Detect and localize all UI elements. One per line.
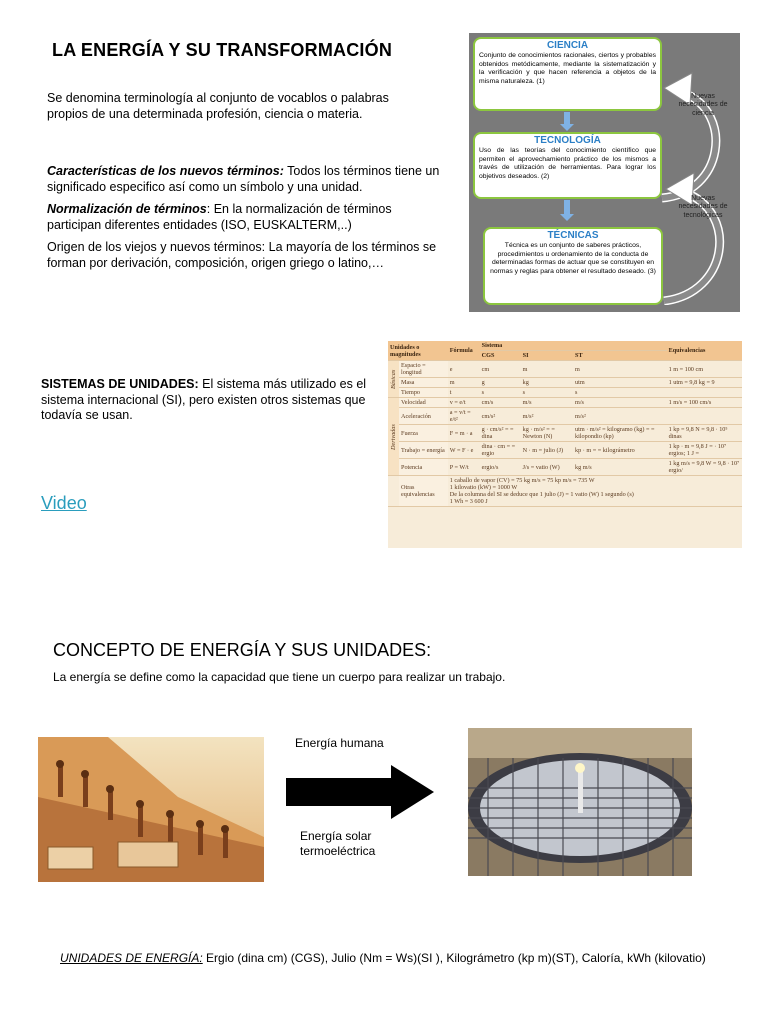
table-header: Sistema: [480, 341, 667, 351]
table-cell: kg: [521, 378, 573, 388]
table-row: [388, 361, 742, 378]
table-cell: 1 m/s = 100 cm/s: [667, 398, 742, 408]
science-technology-diagram: [469, 33, 740, 312]
table-cell: Espacio = longitud: [399, 361, 448, 378]
table-cell: 1 kg m/s = 9,8 W = 9,8 · 10⁷ ergio/: [667, 459, 742, 476]
table-cell: e: [448, 361, 480, 378]
table-cell: Potencia: [399, 459, 448, 476]
arrow-right-icon: [286, 765, 436, 819]
table-cell: m/s²: [573, 408, 667, 425]
table-cell: utm · m/s² = kilogramo (kg) = = kilopondio (kp): [573, 425, 667, 442]
table-cell: [667, 388, 742, 398]
table-cell: N · m = julio (J): [521, 442, 573, 459]
table-header-row: [388, 341, 742, 351]
origin-paragraph: Origen de los viejos y nuevos términos: La mayoría de los términos se forman por derivación, composición, origen griego o latino,…: [47, 240, 437, 270]
down-arrow-icon: [564, 200, 570, 215]
table-cell: t: [448, 388, 480, 398]
table-cell: Tiempo: [399, 388, 448, 398]
table-cell: kp · m = = kilográmetro: [573, 442, 667, 459]
diagram-box-ciencia: [473, 37, 662, 111]
table-cell: utm: [573, 378, 667, 388]
table-cell: ergio/s: [480, 459, 521, 476]
table-cell: v = e/t: [448, 398, 480, 408]
table-cell: m: [521, 361, 573, 378]
table-row: [388, 388, 742, 398]
table-row: [388, 442, 742, 459]
normalization-text: : En la normalización de términos participan diferentes entidades (ISO, EUSKALTERM,..): [47, 202, 392, 232]
table-cell: m/s²: [521, 408, 573, 425]
table-cell: 1 m = 100 cm: [667, 361, 742, 378]
table-cell: s: [573, 388, 667, 398]
table-subheader: SI: [521, 351, 573, 361]
table-cell: s: [521, 388, 573, 398]
table-group-label: Derivadas: [388, 398, 399, 476]
to-label: Energía solar termoeléctrica: [300, 829, 376, 858]
table-cell: m: [573, 361, 667, 378]
table-row: [388, 408, 742, 425]
table-cell: Fuerza: [399, 425, 448, 442]
table-cell: kg · m/s² = = Newton (N): [521, 425, 573, 442]
diagram-box-tecnologia: [473, 132, 662, 199]
table-cell: s: [480, 388, 521, 398]
table-cell: Trabajo = energía: [399, 442, 448, 459]
section-title: CONCEPTO DE ENERGÍA Y SUS UNIDADES:: [53, 640, 432, 660]
diagram-box-text: Conjunto de conocimientos racionales, ciertos y probables obtenidos metódicamente, mediante la sistematización y la verificación y que hacen referencia a objetos de la misma naturaleza. (1): [479, 52, 656, 85]
page-title: LA ENERGÍA Y SU TRANSFORMACIÓN: [52, 40, 393, 60]
units-table: [388, 341, 742, 548]
characteristics-text: Todos los términos tiene un significado especifico así como un símbolo y una unidad.: [47, 164, 440, 194]
concept-paragraph: La energía se define como la capacidad que tiene un cuerpo para realizar un trabajo.: [53, 670, 506, 684]
table-row: [388, 459, 742, 476]
diagram-side-label: Nuevas necesidades de ciencia: [678, 93, 728, 117]
table-row: [388, 398, 742, 408]
units-label: SISTEMAS DE UNIDADES:: [41, 377, 199, 391]
table-group-label: Básicas: [388, 361, 399, 398]
table-header: Fórmula: [448, 341, 480, 361]
feedback-arrows-icon: [654, 43, 740, 305]
table-cell: cm/s: [480, 398, 521, 408]
table-cell: [667, 408, 742, 425]
from-label: Energía humana: [295, 736, 384, 750]
table-header: Unidades o magnitudes: [388, 341, 448, 361]
table-cell: 1 utm = 9,8 kg = 9: [667, 378, 742, 388]
equivalence-line: 1 caballo de vapor (CV) = 75 kg m/s = 75 kp m/s = 735 W: [449, 477, 595, 484]
table-cell: Otras equivalencias: [399, 476, 448, 507]
table-header: Equivalencias: [667, 341, 742, 361]
diagram-side-label: Nuevas necesidades de tecnológicas: [678, 195, 728, 219]
diagram-box-text: Técnica es un conjunto de saberes prácticos, procedimientos u ordenamiento de la conducta de determinadas formas de actuar que se constituyen en normas y reglas para obtener el resultado deseado. (3): [490, 242, 656, 275]
table-cell: J/s = vatio (W): [521, 459, 573, 476]
table-cell: a = v/t = e/t²: [448, 408, 480, 425]
intro-paragraph: Se denomina terminología al conjunto de vocablos o palabras propios de una determinada profesión, ciencia o materia.: [47, 91, 389, 121]
table-cell: cm/s²: [480, 408, 521, 425]
table-cell: g · cm/s² = = dina: [480, 425, 521, 442]
solar-plant-image: [468, 728, 692, 876]
diagram-box-title: TÉCNICAS: [547, 230, 599, 241]
equivalence-line: 1 kilovatio (kW) = 1000 W: [449, 484, 518, 491]
diagram-box-title: CIENCIA: [546, 40, 589, 51]
table-subheader: ST: [573, 351, 667, 361]
units-text: El sistema más utilizado es el sistema internacional (SI), pero existen otros sistemas que todavía se usan.: [41, 377, 367, 422]
energy-units-paragraph: [60, 951, 710, 966]
diagram-box-title: TECNOLOGÍA: [534, 135, 601, 146]
characteristics-paragraph: [47, 164, 442, 195]
normalization-label: Normalización de términos: [47, 202, 207, 216]
table-cell: [448, 476, 742, 507]
table-cell: m/s: [573, 398, 667, 408]
normalization-paragraph: [47, 202, 427, 233]
table-cell: cm: [480, 361, 521, 378]
table-cell: W = F · e: [448, 442, 480, 459]
table-cell: m: [448, 378, 480, 388]
energy-units-label: UNIDADES DE ENERGÍA:: [60, 951, 203, 965]
table-cell: kg m/s: [573, 459, 667, 476]
table-cell: dina · cm = = ergio: [480, 442, 521, 459]
table-row: [388, 476, 742, 507]
table-cell: 1 kp · m = 9,8 J = · 10⁷ ergios; 1 J =: [667, 442, 742, 459]
energy-units-text: Ergio (dina cm) (CGS), Julio (Nm = Ws)(SI ), Kilográmetro (kp m)(ST), Caloría, kWh (kilovatio): [202, 951, 706, 965]
equivalence-line: De la columna del SI se deduce que 1 julio (J) = 1 vatio (W) 1 segundo (s): [449, 491, 634, 498]
characteristics-label: Características de los nuevos términos:: [47, 164, 284, 178]
table-cell: F = m · a: [448, 425, 480, 442]
table-row: [388, 425, 742, 442]
diagram-box-tecnicas: [483, 227, 663, 305]
down-arrow-icon: [564, 112, 570, 125]
diagram-box-text: Uso de las teorías del conocimiento científico que permiten el aprovechamiento práctico de los mismos a través de utilización de herramientas. Para lograr los objetivos deseados. (2): [479, 147, 656, 180]
table-cell: 1 kp = 9,8 N = 9,8 · 10⁵ dinas: [667, 425, 742, 442]
equivalence-line: 1 Wh = 3 600 J: [449, 498, 488, 505]
units-paragraph: [41, 377, 381, 424]
table-cell: Velocidad: [399, 398, 448, 408]
table-cell: Masa: [399, 378, 448, 388]
table-cell: Aceleración: [399, 408, 448, 425]
table-cell: P = W/t: [448, 459, 480, 476]
table-subheader: CGS: [480, 351, 521, 361]
human-energy-image: [38, 737, 264, 882]
video-link[interactable]: Video: [41, 493, 87, 513]
table-cell: m/s: [521, 398, 573, 408]
table-row: [388, 378, 742, 388]
table-cell: g: [480, 378, 521, 388]
